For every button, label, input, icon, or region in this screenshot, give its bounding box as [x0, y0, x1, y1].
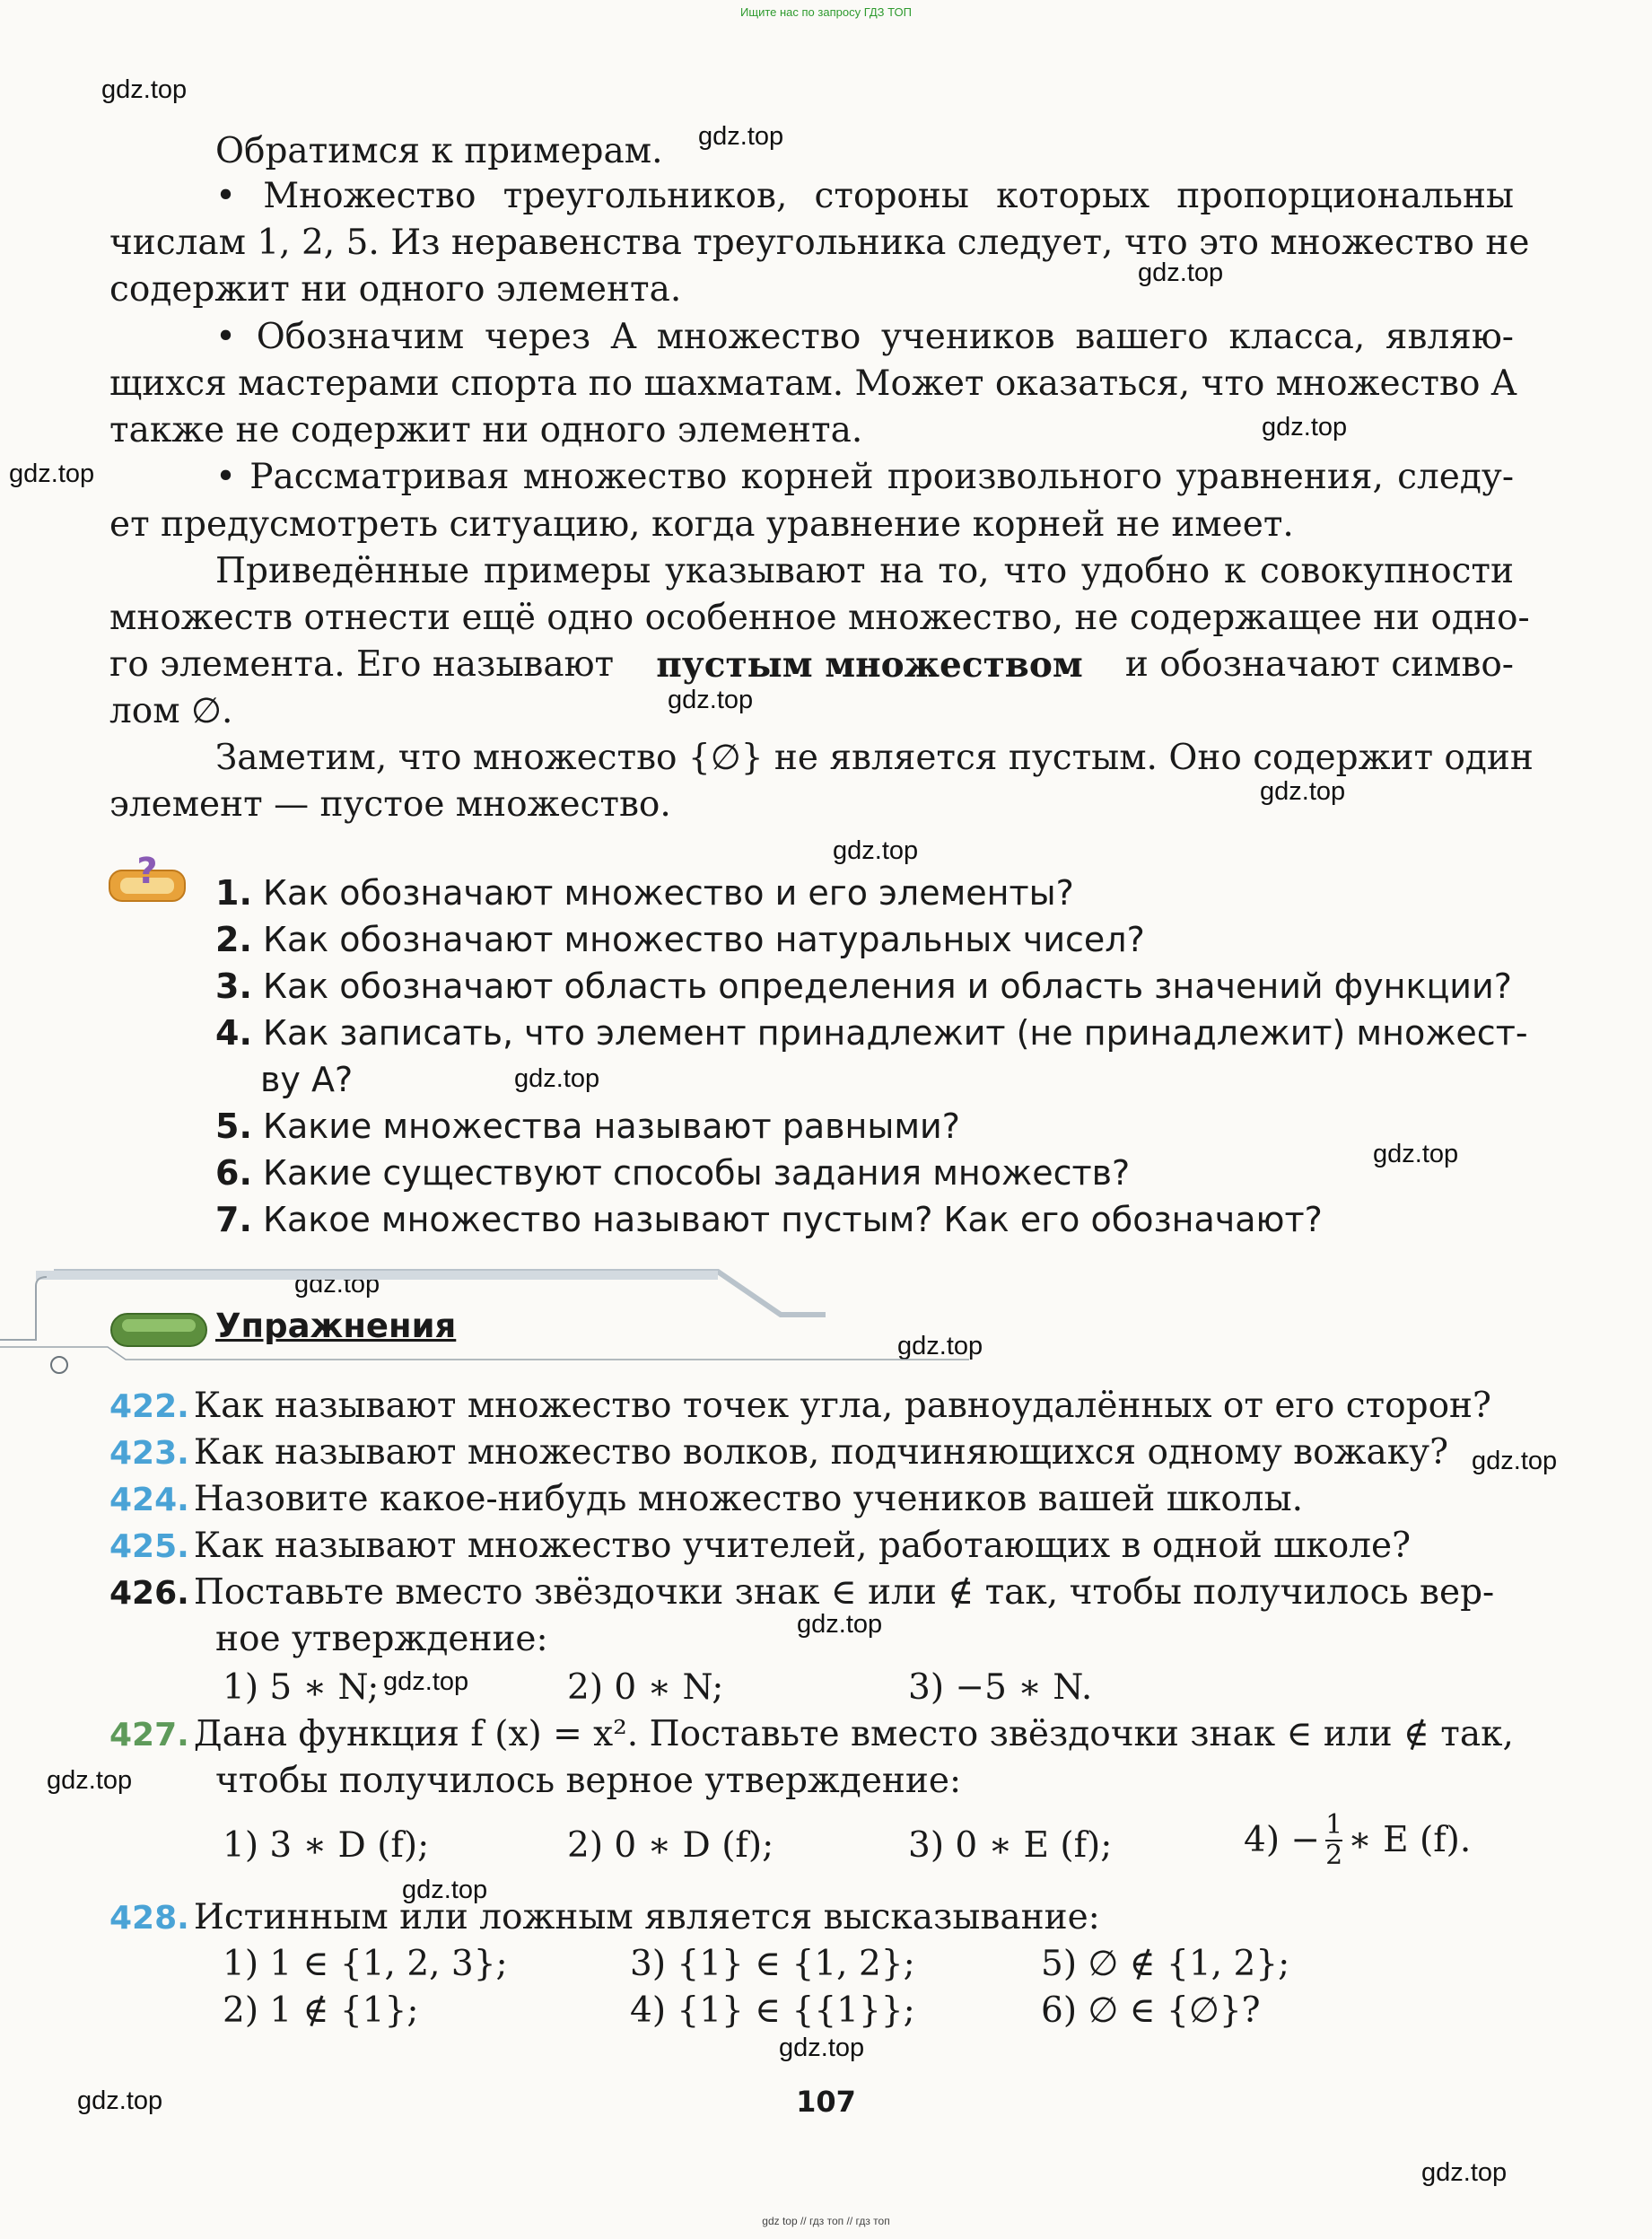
- exercise-424: 424. Назовите какое-нибудь множество учеников вашей школы.: [109, 1479, 1304, 1519]
- exercise-427: 427. Дана функция f (x) = x². Поставьте вместо звёздочки знак ∈ или ∉ так,: [109, 1714, 1514, 1754]
- watermark: gdz.top: [897, 1332, 983, 1360]
- exercises-title: Упражнения: [215, 1307, 457, 1345]
- question-3: 3. Как обозначают область определения и область значений функции?: [215, 966, 1512, 1006]
- term-empty-set: пустым множеством: [656, 644, 1083, 686]
- watermark: gdz.top: [77, 2086, 163, 2115]
- svg-text:?: ?: [136, 853, 158, 892]
- exercise-422: 422. Как называют множество точек угла, равноудалённых от его сторон?: [109, 1386, 1491, 1426]
- exercise-426-item-1: 1) 5 ∗ N;: [223, 1667, 380, 1708]
- question-1: 1. Как обозначают множество и его элементы?: [215, 873, 1074, 913]
- exercise-428-item-4: 4) {1} ∈ {{1}};: [630, 1990, 915, 2031]
- watermark: gdz.top: [1262, 413, 1348, 442]
- question-5: 5. Какие множества называют равными?: [215, 1106, 960, 1146]
- question-4-cont: ву A?: [260, 1060, 354, 1099]
- question-6: 6. Какие существуют способы задания множеств?: [215, 1153, 1131, 1193]
- exercise-426-item-3: 3) −5 ∗ N.: [908, 1667, 1093, 1708]
- watermark: gdz.top: [668, 686, 754, 714]
- exercises-badge-icon: [109, 1310, 208, 1353]
- question-2: 2. Как обозначают множество натуральных чисел?: [215, 920, 1145, 959]
- bullet-3-line-1: • Рассматривая множество корней произвольного уравнения, следу-: [215, 457, 1514, 497]
- watermark: gdz.top: [294, 1270, 380, 1299]
- bullet-1-line-2: числам 1, 2, 5. Из неравенства треугольника следует, что это множество не: [109, 223, 1530, 263]
- exercise-427-item-3: 3) 0 ∗ E (f);: [908, 1825, 1113, 1866]
- bottom-note: gdz top // гдз топ // гдз топ: [762, 2215, 890, 2227]
- bullet-1-line-1: • Множество треугольников, стороны которых пропорциональны: [215, 176, 1514, 216]
- paragraph-4-line-4: лом ∅.: [109, 691, 233, 731]
- watermark: gdz.top: [1421, 2158, 1508, 2187]
- question-4: 4. Как записать, что элемент принадлежит (не принадлежит) множест-: [215, 1013, 1528, 1053]
- paragraph-4-line-3: [109, 644, 1514, 686]
- watermark: gdz.top: [9, 459, 95, 488]
- exercise-428: 428. Истинным или ложным является высказывание:: [109, 1897, 1100, 1937]
- exercise-425: 425. Как называют множество учителей, работающих в одной школе?: [109, 1526, 1412, 1566]
- exercise-428-item-3: 3) {1} ∈ {1, 2};: [630, 1944, 915, 1984]
- watermark: gdz.top: [1373, 1140, 1459, 1168]
- watermark: gdz.top: [402, 1876, 488, 1904]
- watermark: gdz.top: [514, 1064, 600, 1093]
- exercise-428-item-1: 1) 1 ∈ {1, 2, 3};: [223, 1944, 508, 1984]
- question-7: 7. Какое множество называют пустым? Как его обозначают?: [215, 1200, 1323, 1239]
- exercise-427-item-2: 2) 0 ∗ D (f);: [567, 1825, 774, 1866]
- paragraph-4-line-3-end: и обозначают симво-: [1124, 644, 1514, 685]
- bullet-2-line-2: щихся мастерами спорта по шахматам. Может оказаться, что множество A: [109, 363, 1517, 404]
- exercise-423: 423. Как называют множество волков, подчиняющихся одному вожаку?: [109, 1432, 1448, 1473]
- exercise-426-item-2: 2) 0 ∗ N;: [567, 1667, 724, 1708]
- watermark: gdz.top: [797, 1610, 883, 1639]
- watermark: gdz.top: [383, 1667, 469, 1696]
- paragraph-4-line-3-start: го элемента. Его называют: [109, 644, 615, 685]
- bullet-1-line-3: содержит ни одного элемента.: [109, 269, 682, 310]
- question-badge-icon: [106, 853, 188, 910]
- watermark: gdz.top: [698, 122, 784, 151]
- paragraph-5-line-2: элемент — пустое множество.: [109, 784, 671, 825]
- exercise-428-item-5: 5) ∅ ∉ {1, 2};: [1041, 1944, 1290, 1984]
- bullet-2-line-1: • Обозначим через A множество учеников вашего класса, являю-: [215, 317, 1514, 357]
- watermark: gdz.top: [1472, 1447, 1558, 1475]
- paragraph-5-line-1: Заметим, что множество {∅} не является пустым. Оно содержит один: [215, 738, 1534, 778]
- exercise-426: 426. Поставьте вместо звёздочки знак ∈ или ∉ так, чтобы получилось вер-: [109, 1572, 1495, 1613]
- paragraph-4-line-1: Приведённые примеры указывают на то, что удобно к совокупности: [215, 551, 1514, 591]
- bullet-3-line-2: ет предусмотреть ситуацию, когда уравнение корней не имеет.: [109, 504, 1294, 545]
- watermark: gdz.top: [779, 2033, 865, 2062]
- exercise-427-item-1: 1) 3 ∗ D (f);: [223, 1825, 430, 1866]
- page-number: 107: [796, 2085, 856, 2119]
- watermark: gdz.top: [833, 836, 919, 865]
- watermark: gdz.top: [47, 1766, 133, 1795]
- exercise-427-cont: чтобы получилось верное утверждение:: [215, 1761, 962, 1801]
- watermark: gdz.top: [1138, 258, 1224, 287]
- watermark: gdz.top: [1260, 777, 1346, 806]
- bullet-2-line-3: также не содержит ни одного элемента.: [109, 410, 863, 450]
- intro-line: Обратимся к примерам.: [215, 131, 663, 171]
- fraction: $\frac{1}{2}$: [1325, 1809, 1343, 1871]
- exercise-428-item-6: 6) ∅ ∈ {∅}?: [1041, 1990, 1261, 2031]
- exercise-428-item-2: 2) 1 ∉ {1};: [223, 1990, 419, 2031]
- exercise-427-item-4: 4) − $\frac{1}{2}$ ∗ E (f).: [1244, 1809, 1472, 1871]
- top-note: Ищите нас по запросу ГДЗ ТОП: [740, 5, 912, 19]
- watermark: gdz.top: [101, 75, 188, 104]
- paragraph-4-line-2: множеств отнести ещё одно особенное множество, не содержащее ни одно-: [109, 598, 1530, 638]
- exercise-426-cont: ное утверждение:: [215, 1619, 548, 1659]
